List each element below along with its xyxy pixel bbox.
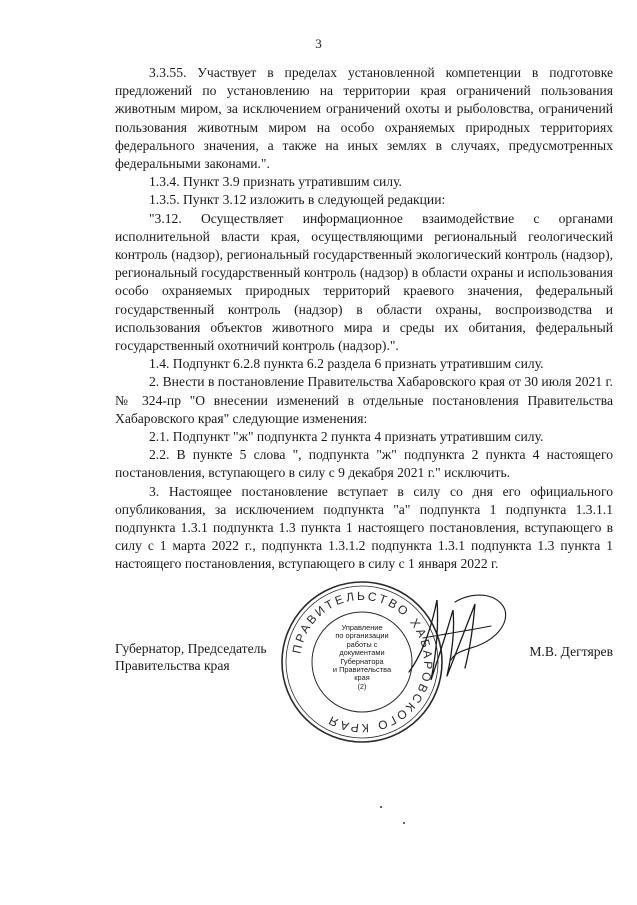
position-line-2: Правительства края [115, 658, 230, 673]
paragraph-3: 3. Настоящее постановление вступает в силу со дня его официального опубликования, за исключением подпункта "а" подпункта 1 подпункта 1.3.1.1 подпункта 1.3.1 подпункта 1.3 пункта 1 настоящего постановления, вступающего в силу с 1 марта 2022 г., подпункта 1.3.1.2 подпункта 1.3.1 подпункта 1.3 пункта 1 настоящего постановления, вступающего в силу с 1 января 2022 г. [115, 483, 613, 572]
page-number: 3 [315, 36, 322, 51]
paragraph-2-1: 2.1. Подпункт "ж" подпункта 2 пункта 4 признать утратившим силу. [149, 429, 544, 445]
paragraph-3-3-55: 3.3.55. Участвует в пределах установленной компетенции в подготовке предложений по установлению на территории края ограничений пользования животным миром, за исключением ограничений охоты и рыболовства, ограничений пользования животным миром на особо охраняемых природных территориях федерального значения, а также на иных землях в случаях, предусмотренных федеральными законами.". [115, 65, 613, 172]
paragraph-1-3-4: 1.3.4. Пункт 3.9 признать утратившим силу. [149, 174, 402, 190]
signatory-name: М.В. Дегтярев [529, 644, 613, 659]
signatory-position [115, 640, 267, 674]
paragraph-3-12: "3.12. Осуществляет информационное взаимодействие с органами исполнительной власти края, осуществляющими региональный геологический контроль (надзор), региональный государственный экологический контроль (надзор), региональный государственный контроль (надзор) в области охраны и использования особо охраняемых природных территорий краевого значения, федеральный государственный контроль (надзор) в области охраны, воспроизводства и использования объектов животного мира и среды их обитания, федеральный государственный охотничий контроль (надзор).". [115, 210, 613, 354]
position-line-1: Губернатор, Председатель [115, 641, 267, 656]
paragraph-2: 2. Внести в постановление Правительства Хабаровского края от 30 июля 2021 г. № 324-пр "О внесении изменений в отдельные постановления Правительства Хабаровского края" следующие изменения: [115, 374, 613, 426]
seal-inner-text: Управление по организации работы с документами Губернатора и Правительства края (2) [332, 623, 392, 691]
seal-ring-text: ПРАВИТЕЛЬСТВО ХАБАРОВСКОГО КРАЯ [289, 588, 436, 736]
paragraph-1-4: 1.4. Подпункт 6.2.8 пункта 6.2 раздела 6 признать утратившим силу. [149, 356, 544, 372]
paragraph-1-3-5: 1.3.5. Пункт 3.12 изложить в следующей редакции: [149, 192, 446, 208]
document-body [115, 64, 613, 574]
scan-speck [380, 806, 382, 808]
paragraph-2-2: 2.2. В пункте 5 слова ", подпункта "ж" подпункта 2 пункта 4 настоящего постановления, вступающего в силу с 9 декабря 2021 г." исключить. [115, 447, 613, 481]
scan-speck [403, 822, 405, 824]
handwritten-signature-icon [395, 580, 515, 700]
